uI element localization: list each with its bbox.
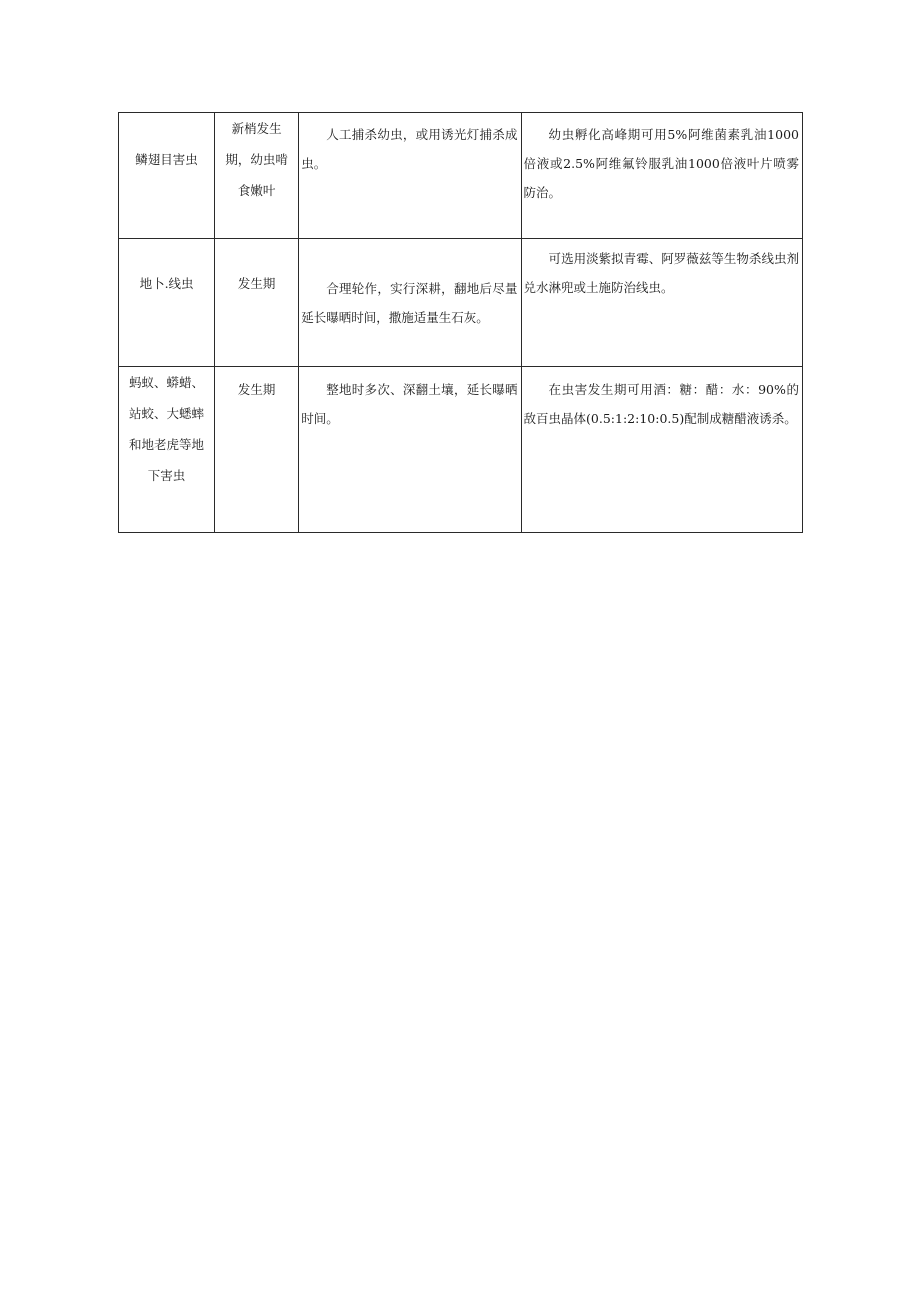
chemical-control-text: 可选用淡紫拟青霉、阿罗薇兹等生物杀线虫剂兑水淋兜或土施防治线虫。 — [523, 251, 799, 295]
agricultural-control-text: 合理轮作，实行深耕，翻地后尽量延长曝晒时间，撒施适量生石灰。 — [301, 281, 518, 325]
pest-name-cell — [119, 367, 215, 533]
agricultural-control-text: 整地时多次、深翻土壤，延长曝晒时间。 — [301, 382, 518, 426]
occurrence-period: 发生期 — [237, 382, 276, 397]
table-row — [119, 239, 803, 367]
pest-name: 地卜.线虫 — [139, 276, 194, 291]
chemical-control-cell — [521, 239, 802, 367]
pest-name: 蚂蚁、蟒蜡、站蛟、大蟋蟀和地老虎等地下害虫 — [129, 375, 205, 483]
agricultural-control-cell — [299, 239, 521, 367]
pest-control-table — [118, 112, 803, 533]
pest-name: 鳞翅目害虫 — [135, 152, 198, 167]
table-row — [119, 367, 803, 533]
occurrence-period-cell — [215, 239, 299, 367]
agricultural-control-text: 人工捕杀幼虫，或用诱光灯捕杀成虫。 — [301, 127, 518, 171]
chemical-control-text: 在虫害发生期可用酒：糖：醋：水：90%的敌百虫晶体(0.5:1:2:10:0.5)配制成糖醋液诱杀。 — [523, 382, 799, 426]
table-row — [119, 113, 803, 239]
pest-name-cell — [119, 239, 215, 367]
occurrence-period: 新梢发生期，幼虫啃食嫩叶 — [225, 121, 288, 198]
occurrence-period-cell — [215, 367, 299, 533]
occurrence-period: 发生期 — [237, 276, 276, 291]
occurrence-period-cell — [215, 113, 299, 239]
chemical-control-text: 幼虫孵化高峰期可用5%阿维菌素乳油1000倍液或2.5%阿维氟铃服乳油1000倍液叶片喷雾防治。 — [523, 127, 799, 200]
pest-name-cell — [119, 113, 215, 239]
chemical-control-cell — [521, 113, 802, 239]
agricultural-control-cell — [299, 113, 521, 239]
agricultural-control-cell — [299, 367, 521, 533]
chemical-control-cell — [521, 367, 802, 533]
